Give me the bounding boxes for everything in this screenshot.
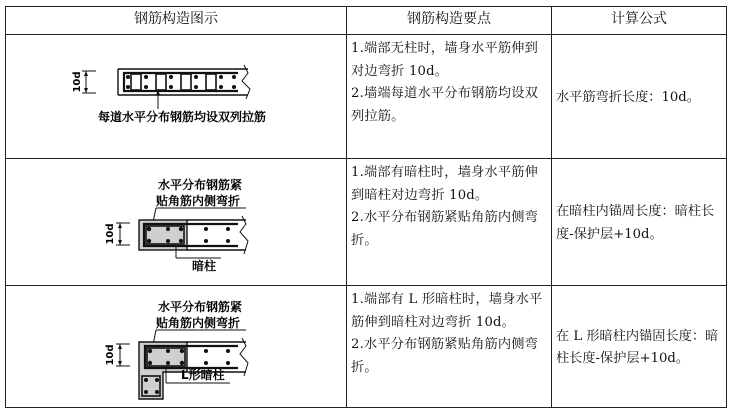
dim-label-3: 10d xyxy=(105,344,116,366)
header-diagram: 钢筋构造图示 xyxy=(6,7,347,34)
column-label-2: 暗柱 xyxy=(192,259,217,273)
header-formula: 计算公式 xyxy=(611,11,667,27)
points-cell-3 xyxy=(347,286,552,407)
wall-end-no-column-diagram xyxy=(6,35,347,159)
point-1-2: 2.墙端每道水平分布钢筋均设双列拉筋。 xyxy=(351,86,539,124)
formula-cell-2 xyxy=(552,159,726,285)
formula-cell-3 xyxy=(552,286,726,407)
note-2-line2: 贴角筋内侧弯折 xyxy=(156,194,241,208)
formula-cell-1 xyxy=(552,35,726,158)
formula-3: 在 L 形暗柱内锚固长度：暗柱长度-保护层+10d。 xyxy=(556,328,719,366)
point-2-2: 2.水平分布钢筋紧贴角筋内侧弯折。 xyxy=(351,210,539,248)
diagram-cell-3 xyxy=(6,286,347,407)
column-label-3: L形暗柱 xyxy=(181,368,225,382)
wall-end-l-column-diagram xyxy=(6,286,347,408)
table-row-l-column xyxy=(6,285,726,407)
dim-label-1: 10d xyxy=(72,71,83,93)
table-row-hidden-column xyxy=(6,158,726,285)
diagram-cell-2 xyxy=(6,159,347,285)
rebar-detail-table xyxy=(5,6,727,408)
header-points: 钢筋构造要点 xyxy=(347,7,552,34)
points-cell-1 xyxy=(347,35,552,158)
wall-end-hidden-column-diagram xyxy=(6,159,347,286)
point-2-1: 1.端部有暗柱时，墙身水平筋伸到暗柱对边弯折 10d。 xyxy=(351,165,539,203)
diagram-cell-1 xyxy=(6,35,347,158)
formula-1: 水平筋弯折长度：10d。 xyxy=(556,89,700,105)
formula-2: 在暗柱内锚周长度：暗柱长度-保护层+10d。 xyxy=(556,204,715,242)
table-row-no-column xyxy=(6,34,726,158)
note-3-line2: 贴角筋内侧弯折 xyxy=(156,316,241,330)
note-3-line1: 水平分布钢筋紧 xyxy=(158,300,243,314)
dim-label-2: 10d xyxy=(105,223,116,245)
note-2-line1: 水平分布钢筋紧 xyxy=(158,178,243,192)
point-1-1: 1.端部无柱时，墙身水平筋伸到对边弯折 10d。 xyxy=(351,41,539,79)
point-3-1: 1.端部有 L 形暗柱时，墙身水平筋伸到暗柱对边弯折 10d。 xyxy=(351,292,543,330)
diagram-caption-1: 每道水平分布钢筋均设双列拉筋 xyxy=(97,110,267,124)
points-cell-2 xyxy=(347,159,552,285)
point-3-2: 2.水平分布钢筋紧贴角筋内侧弯折。 xyxy=(351,337,539,375)
table-header-row xyxy=(6,7,726,34)
